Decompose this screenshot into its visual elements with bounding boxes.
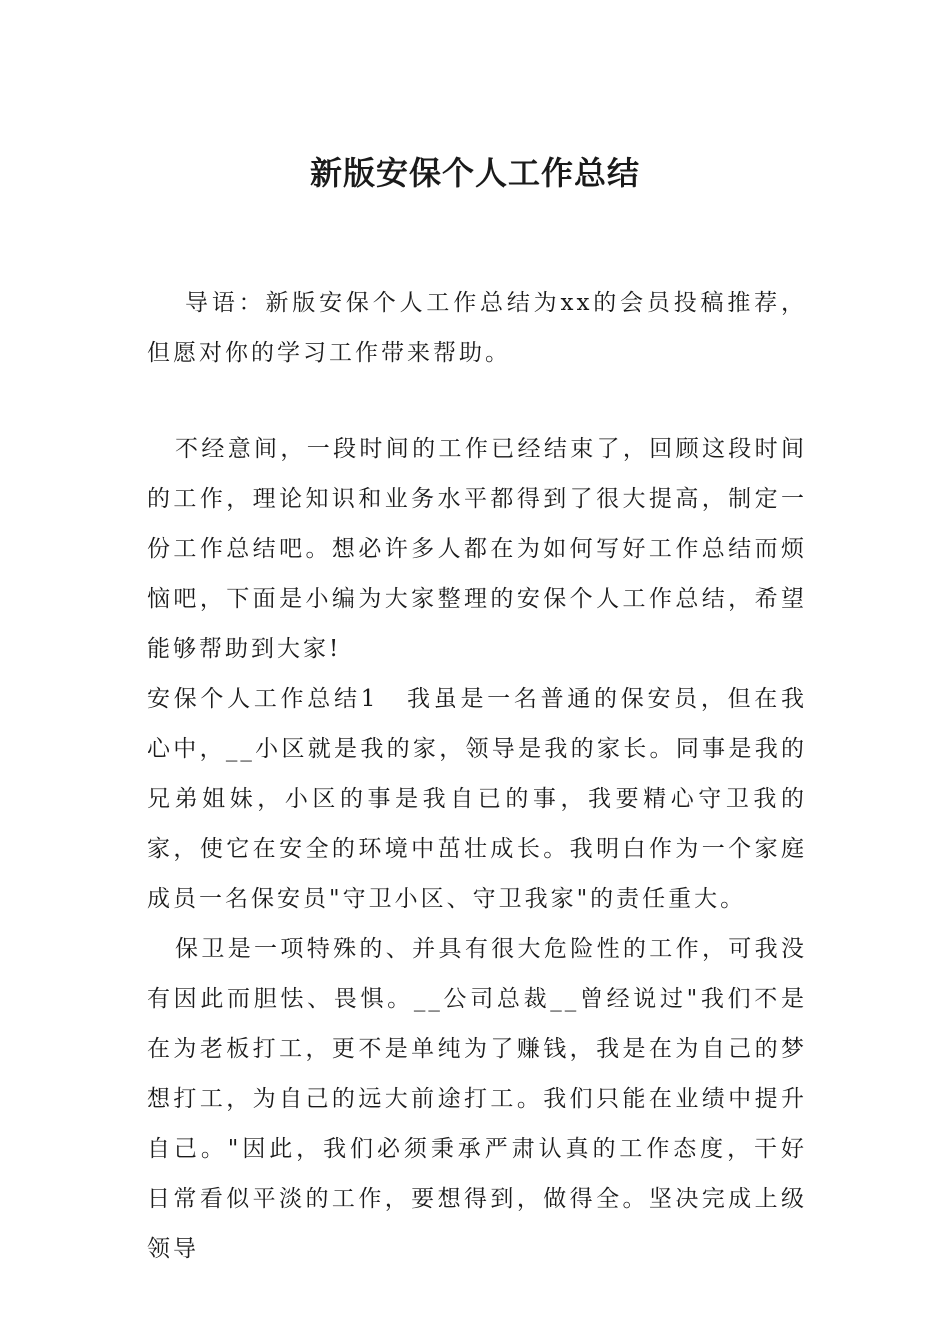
opening-paragraph: 不经意间，一段时间的工作已经结束了，回顾这段时间的工作，理论知识和业务水平都得到了很大提高，制定一份工作总结吧。想必许多人都在为如何写好工作总结而烦恼吧，下面是小编为大家整理的安保个人工作总结，希望能够帮助到大家!: [147, 436, 807, 662]
document-title: 新版安保个人工作总结: [309, 154, 640, 193]
intro-paragraph: 导语：新版安保个人工作总结为xx的会员投稿推荐，但愿对你的学习工作带来帮助。: [147, 290, 807, 366]
section-1-heading: 安保个人工作总结1: [147, 686, 379, 712]
security-duty-paragraph: 保卫是一项特殊的、并具有很大危险性的工作，可我没有因此而胆怯、畏惧。__公司总裁__曾经说过"我们不是在为老板打工，更不是单纯为了赚钱，我是在为自己的梦想打工，为自己的远大前途打工。我们只能在业绩中提升自己。"因此，我们必须秉承严肃认真的工作态度，干好日常看似平淡的工作，要想得到，做得全。坚决完成上级领导: [147, 936, 807, 1262]
section-1-text: 我虽是一名普通的保安员，但在我心中，__小区就是我的家，领导是我的家长。同事是我的兄弟姐妹，小区的事是我自已的事，我要精心守卫我的家，使它在安全的环境中茁壮成长。我明白作为一个家庭成员一名保安员"守卫小区、守卫我家"的责任重大。: [147, 686, 807, 912]
section-1-paragraph: [147, 674, 807, 924]
